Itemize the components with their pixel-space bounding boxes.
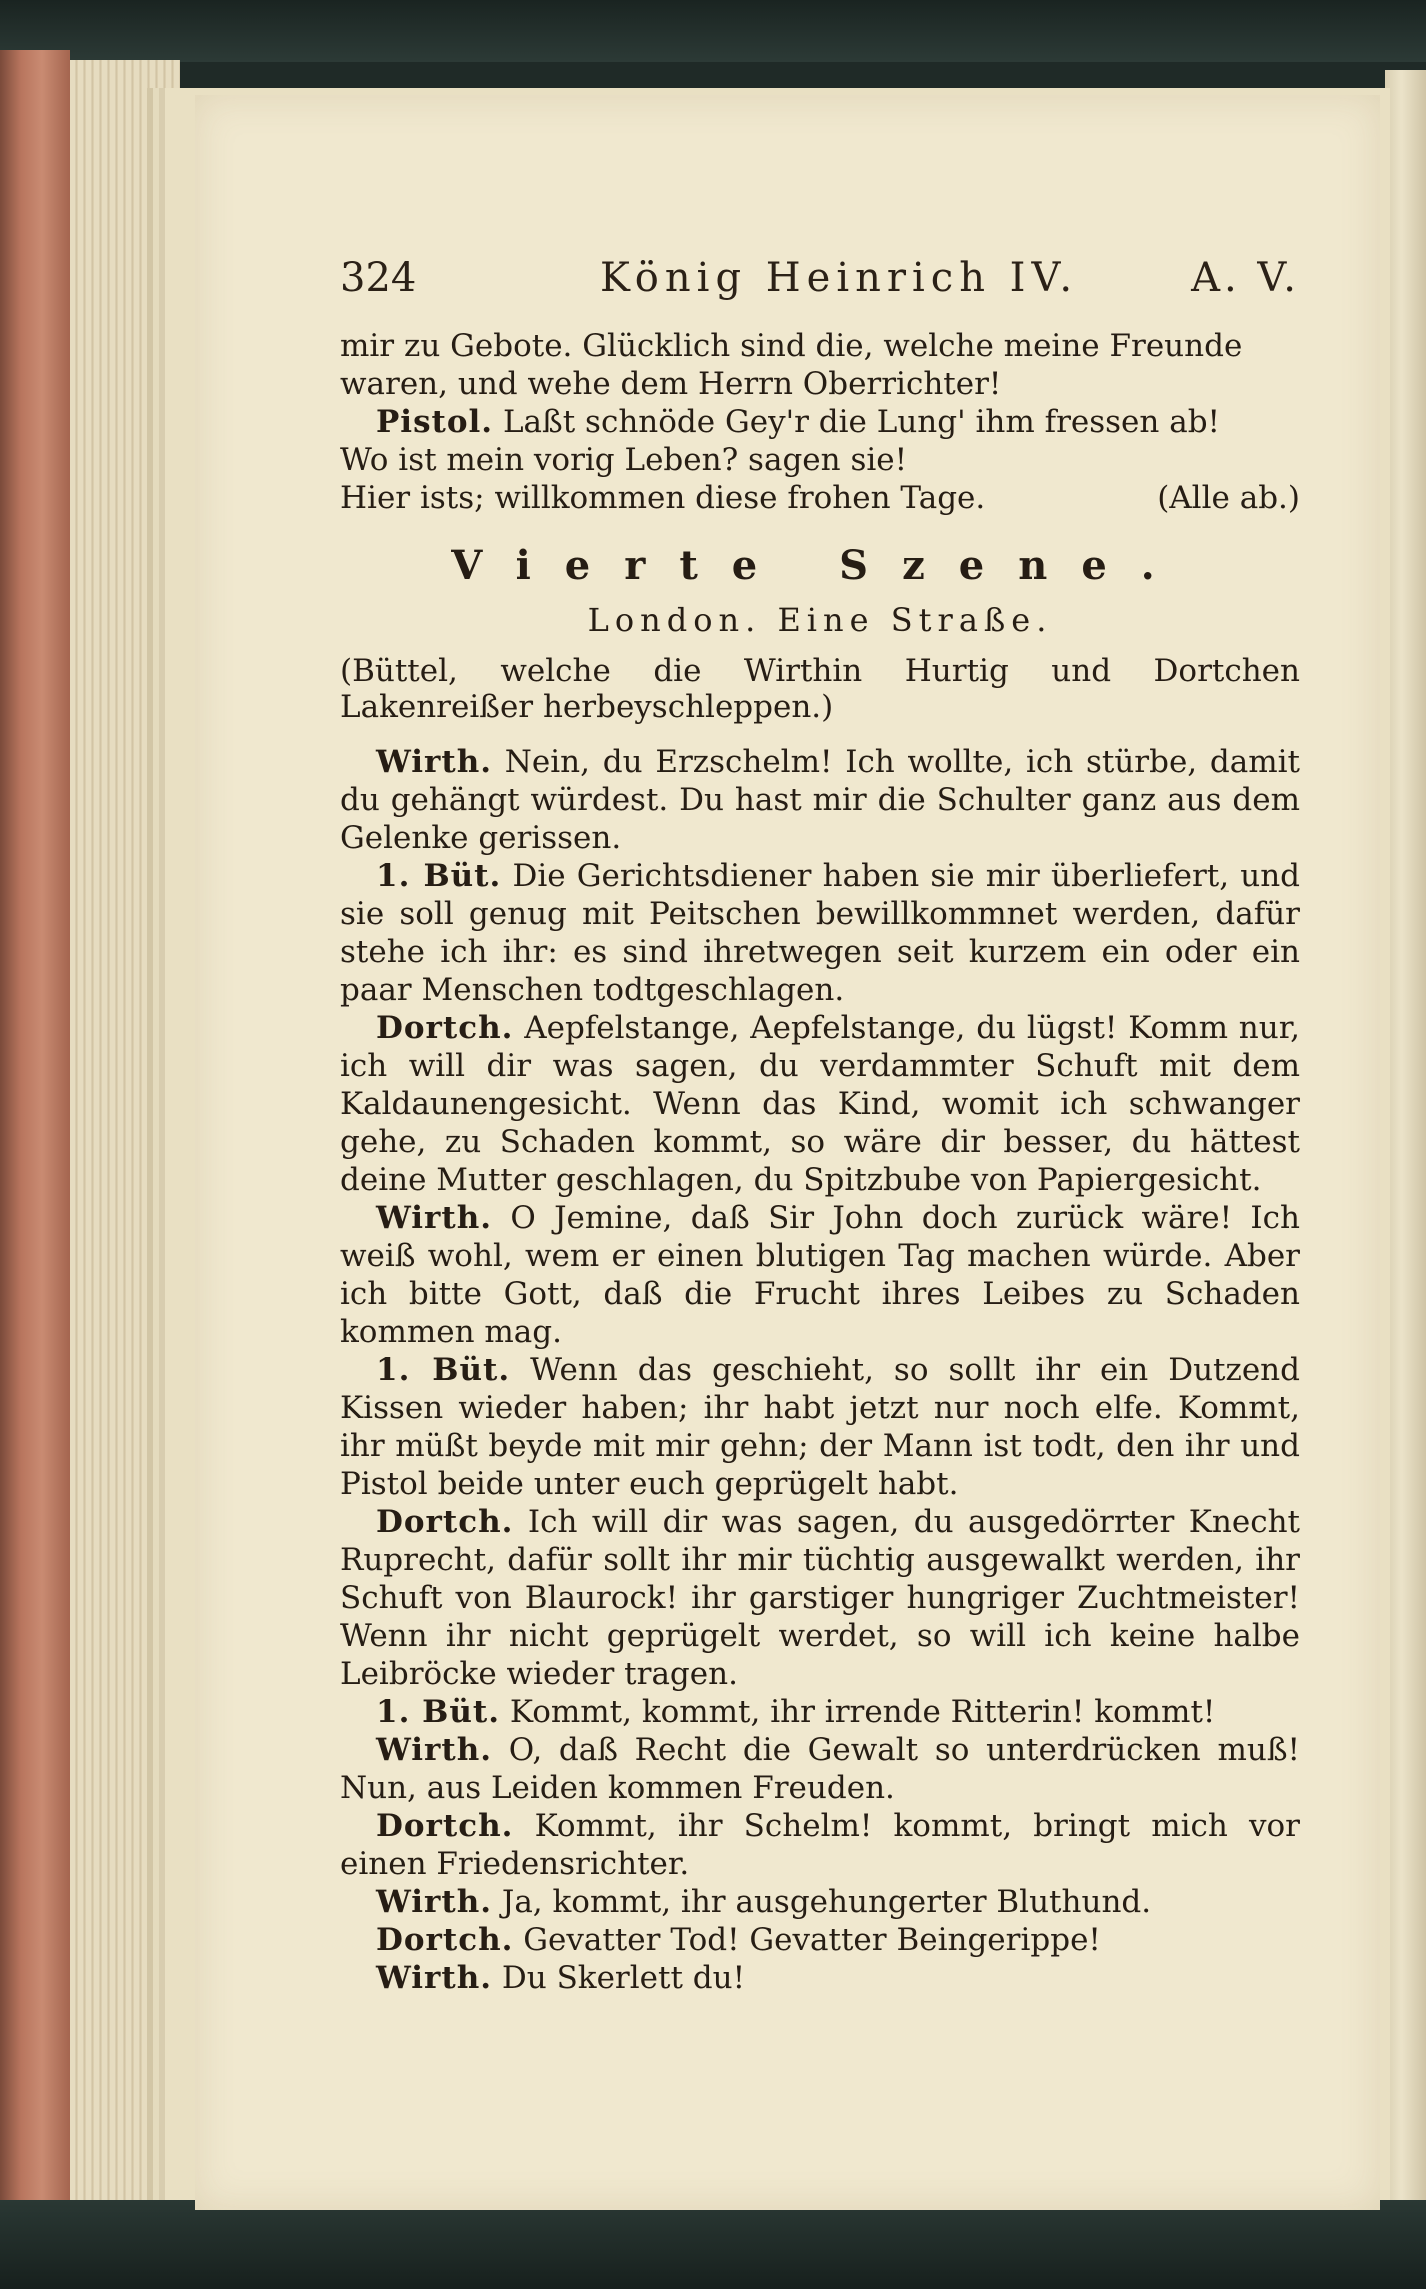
page-edges-right [1385, 70, 1426, 2220]
speaker-name: 1. Büt. [376, 1352, 511, 1388]
speaker-name: Dortch. [376, 1808, 514, 1844]
speech-text: Kommt, ihr Schelm! kommt, bringt mich vor einen Friedensrichter. [340, 1808, 1300, 1882]
speaker-name: Dortch. [376, 1504, 514, 1540]
stage-direction: (Büttel, welche die Wirthin Hurtig und Dortchen Lakenreißer herbeyschleppen.) [340, 653, 1300, 725]
speaker-name: Wirth. [376, 1732, 493, 1768]
book-spine-edge [0, 50, 70, 2210]
dialogue-entry [340, 1503, 1300, 1693]
speech-text: Wenn das geschieht, so sollt ihr ein Dutzend Kissen wieder haben; ihr habt jetzt nur noch elfe. Kommt, ihr müßt beyde mit mir gehn; der Mann ist todt, den ihr und Pistol beide unter euch geprügelt habt. [340, 1352, 1300, 1502]
verse-text: Hier ists; willkommen diese frohen Tage. [340, 480, 986, 516]
dialogue-entry [340, 1883, 1300, 1921]
book-page [195, 95, 1380, 2210]
exit-direction: (Alle ab.) [1157, 480, 1300, 516]
speaker-name: Dortch. [376, 1922, 514, 1958]
dialogue-entry [340, 1351, 1300, 1503]
page-edges-left [70, 60, 180, 2200]
text-line: waren, und wehe dem Herrn Oberrichter! [340, 366, 1002, 402]
book-cover-top [0, 0, 1426, 62]
verse-text: Laßt schnöde Gey'r die Lung' ihm fressen ab! [502, 404, 1221, 440]
dialogue-entry [340, 1199, 1300, 1351]
verse-line: Wo ist mein vorig Leben? sagen sie! [340, 442, 908, 478]
book-cover-bottom [0, 2200, 1426, 2289]
dialogue-entry [340, 1693, 1300, 1731]
speech-text: Gevatter Tod! Gevatter Beingerippe! [523, 1922, 1101, 1958]
page-header [340, 255, 1300, 315]
verse-line [340, 403, 1300, 441]
dialogue-entry [340, 1921, 1300, 1959]
speaker-name: Wirth. [376, 744, 493, 780]
text-line: mir zu Gebote. Glücklich sind die, welche meine Freunde [340, 328, 1243, 364]
speaker-name: 1. Büt. [376, 1694, 501, 1730]
dialogue-entry [340, 1009, 1300, 1199]
dialogue-entry [340, 1959, 1300, 1997]
speaker-name: Wirth. [376, 1884, 493, 1920]
speaker-name: Pistol. [376, 404, 494, 440]
page-number: 324 [340, 255, 417, 301]
speech-text: Ja, kommt, ihr ausgehungerter Bluthund. [501, 1884, 1152, 1920]
act-marker: A. V. [1191, 255, 1300, 301]
speaker-name: 1. Büt. [376, 858, 502, 894]
dialogue-entry [340, 857, 1300, 1009]
speech-text: Kommt, kommt, ihr irrende Ritterin! kommt! [509, 1694, 1216, 1730]
speech-text: Aepfelstange, Aepfelstange, du lügst! Komm nur, ich will dir was sagen, du verdammter Schuft mit dem Kaldaunengesicht. Wenn das Kind, womit ich schwanger gehe, zu Schaden kommt, so wäre dir besser, du hättest deine Mutter geschlagen, du Spitzbube von Papiergesicht. [340, 1010, 1300, 1198]
dialogue-entry [340, 1731, 1300, 1807]
verse-line [340, 479, 1300, 517]
speech-text: Ich will dir was sagen, du ausgedörrter Knecht Ruprecht, dafür sollt ihr mir tüchtig ausgewalkt werden, ihr Schuft von Blaurock! ihr garstiger hungriger Zuchtmeister! Wenn ihr nicht geprügelt werdet, so will ich keine halbe Leibröcke wieder tragen. [340, 1504, 1300, 1692]
scene-title: Vierte Szene. [451, 542, 1189, 589]
page-text [340, 327, 1300, 1997]
speech-text: O, daß Recht die Gewalt so unterdrücken muß! Nun, aus Leiden kommen Freuden. [340, 1732, 1300, 1806]
speaker-name: Dortch. [376, 1010, 514, 1046]
speech-text: O Jemine, daß Sir John doch zurück wäre! Ich weiß wohl, wem er einen blutigen Tag machen würde. Aber ich bitte Gott, daß die Frucht ihres Leibes zu Schaden kommen mag. [340, 1200, 1301, 1350]
speaker-name: Wirth. [376, 1960, 493, 1996]
dialogue-entry [340, 743, 1300, 857]
speech-text: Du Skerlett du! [501, 1960, 746, 1996]
speech-text: Die Gerichtsdiener haben sie mir überliefert, und sie soll genug mit Peitschen bewillkommnet werden, dafür stehe ich ihr: es sind ihretwegen seit kurzem ein oder ein paar Menschen todtgeschlagen. [340, 858, 1300, 1008]
dialogue-entry [340, 1807, 1300, 1883]
speech-text: Nein, du Erzschelm! Ich wollte, ich stürbe, damit du gehängt würdest. Du hast mir die Schulter ganz aus dem Gelenke gerissen. [340, 744, 1300, 856]
running-title: König Heinrich IV. [600, 255, 1079, 301]
speaker-name: Wirth. [376, 1200, 493, 1236]
scene-location: London. Eine Straße. [587, 601, 1053, 639]
